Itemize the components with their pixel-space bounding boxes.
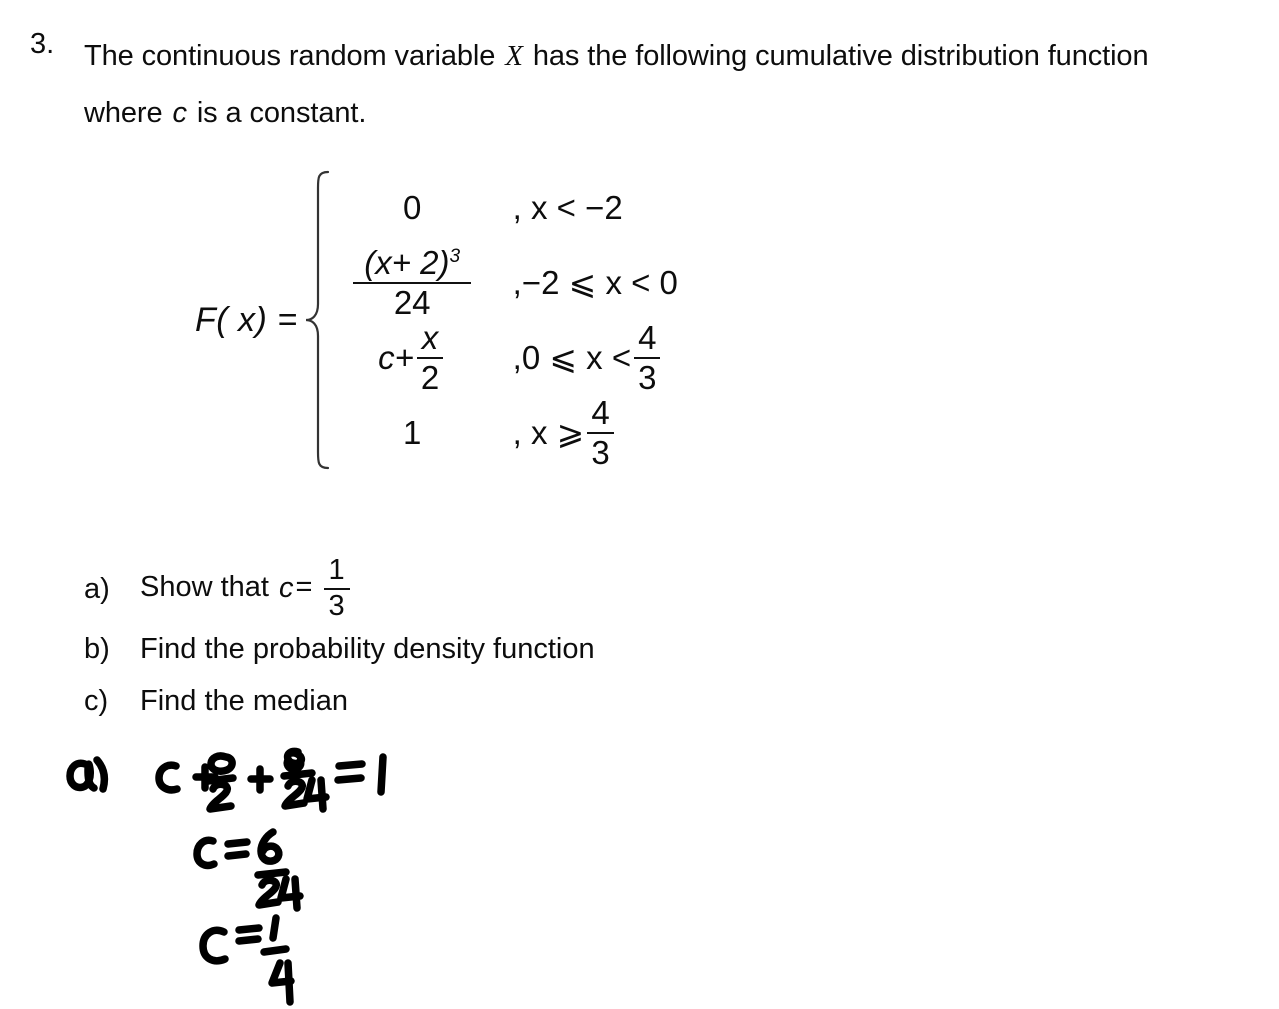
condition-text: ,0 ⩽ x < [512, 339, 632, 376]
piecewise-row [330, 245, 678, 320]
expression-value: 0 [402, 188, 422, 226]
expression-value: 1 [402, 413, 422, 451]
condition-text: ,−2 ⩽ x < 0 [512, 264, 678, 301]
condition-text: , x < −2 [512, 188, 623, 226]
handwritten-part-a-marker [70, 760, 104, 789]
part-a-fraction [324, 556, 350, 621]
part-c-label: c) [84, 684, 109, 717]
question-line-2-after: is a constant. [188, 96, 367, 129]
function-label: F( x) = [195, 300, 298, 339]
fraction-numerator [360, 243, 464, 281]
question-text [84, 28, 1264, 141]
handwritten-equation-line-3 [203, 918, 291, 1002]
question-line-1-before: The continuous random variable [84, 40, 504, 72]
piecewise-expression [330, 243, 495, 321]
expression-lead: c+ [378, 338, 414, 376]
piecewise-condition [495, 318, 664, 396]
question-line-1-after: has the following cumulative distribution function [524, 40, 1149, 72]
fraction-numerator: 4 [638, 318, 657, 356]
handwritten-equation-line-2 [197, 832, 300, 908]
fraction-numerator: 1 [328, 554, 345, 587]
constant-symbol: c [172, 96, 187, 129]
numerator-text: (x+ 2) [364, 243, 450, 281]
question-part-a [84, 552, 595, 626]
part-a-equals: = [295, 571, 313, 604]
piecewise-condition [495, 189, 623, 227]
question-line-2 [84, 85, 1264, 142]
piecewise-row [330, 395, 678, 470]
part-a-variable: c [279, 571, 294, 604]
piecewise-expression [330, 189, 495, 227]
question-number: 3. [30, 28, 55, 60]
piecewise-expression [330, 318, 495, 396]
fraction-denominator: 3 [591, 433, 610, 471]
question-part-c [84, 678, 595, 724]
fraction-denominator: 2 [420, 358, 440, 396]
curly-brace-icon [304, 170, 330, 470]
fraction-denominator: 24 [393, 283, 431, 321]
piecewise-rows [330, 170, 678, 470]
handwritten-equation-line-1 [159, 751, 383, 809]
part-a-instruction: Show that [140, 571, 278, 604]
question-line-2-before: where [84, 96, 171, 129]
fraction-denominator: 3 [328, 590, 345, 622]
expression-fraction [353, 243, 471, 321]
fraction-denominator: 3 [638, 358, 657, 396]
part-b-label: b) [84, 632, 110, 665]
fraction-numerator: x [421, 318, 439, 356]
piecewise-cdf-definition [195, 170, 678, 470]
condition-fraction [634, 318, 660, 396]
numerator-exponent: 3 [449, 245, 461, 267]
condition-fraction [587, 393, 613, 471]
question-part-b [84, 626, 595, 672]
piecewise-condition [495, 263, 678, 302]
question-parts-list [84, 552, 595, 730]
expression-fraction [417, 318, 443, 396]
piecewise-row [330, 170, 678, 245]
fraction-numerator: 4 [591, 393, 610, 431]
condition-text: , x ⩾ [512, 414, 585, 451]
part-c-text: Find the median [140, 684, 348, 717]
part-a-label: a) [84, 572, 110, 605]
part-a-text [140, 556, 353, 621]
question-line-1 [84, 28, 1264, 85]
piecewise-expression [330, 414, 495, 452]
random-variable-symbol: X [505, 40, 523, 72]
part-b-text: Find the probability density function [140, 632, 595, 665]
piecewise-condition [495, 393, 617, 471]
piecewise-row [330, 320, 678, 395]
